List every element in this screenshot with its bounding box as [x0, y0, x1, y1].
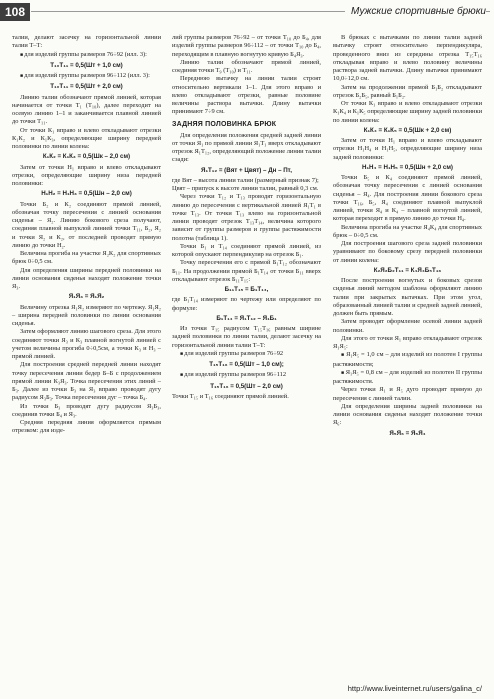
paragraph: Линию талии обозначают прямой линией, соединяя точки Т₉ (Т₁₀) и Т₁₁. — [172, 58, 321, 74]
paragraph: Точки Б₅ и К₄ соединяют прямой линией, обозначая точку пересечения с линией основания сиденья – Я₄. Для построения линии бокового среза точки Т₁₆, Б₅, Я₄ соединяют плавной выпуклой линией, точки Я₄ и К₄ – плавной вогнутой линией, которая переходит в прямую линию до точки Н₄. — [333, 174, 482, 223]
formula: К₁К₂ = К₁К₃ = 0,5(Шк – 2,0 см) — [42, 153, 131, 161]
text-column-right — [333, 34, 482, 440]
source-url[interactable]: http://www.liveinternet.ru/users/galina_c/ — [347, 684, 482, 693]
paragraph: Величина прогиба на участке Я₄К₄ для спортивных брюк – 0÷0,5 см. — [333, 223, 482, 239]
paragraph: Затем оформляют линию шагового среза. Для этого соединяют точки Я₃ и К₃ плавной вогнутой линией с учетом величины прогиба 0÷0,5см, а точки К₃ и Н₃ – прямой линией. — [12, 328, 161, 360]
paragraph: Затем от точки Н₁ вправо и влево откладывают отрезки, определяющие ширину низа передней половинки: — [12, 163, 161, 187]
formula: Н₁Н₄ = Н₁Н₅ = 0,5(Шн + 2,0 см) — [362, 163, 453, 171]
paragraph: От точки К₁ вправо и влево откладывают отрезки К₁К₂ и К₁К₃, определяющие ширину передней половинки по линии колена: — [12, 126, 161, 150]
section-heading: ЗАДНЯЯ ПОЛОВИНКА БРЮК — [172, 120, 277, 128]
paragraph: Через точки Т₁₂ и Т₁₃ проводят горизонтальную линию до пересечения с вертикальной линией Я₁Т₁ в точке Т₁₃. От точки Т₁₃ влево на горизонтальной линии проводят отрезок Т₁₃Т₁₄, величина которого зависит от группы размеров и группы растяжимости полотна (таблица 1). — [172, 193, 321, 242]
formula: Б₁₁Т₁₅ = Б₁Т₁₄, — [224, 286, 269, 293]
paragraph: Величину отрезка Я₁Я₂ измеряют по чертежу. Я₁Я₂ – ширина передней половинки по линии основания сиденья. — [12, 303, 161, 327]
formula: Т₁₀Т₁₁ = 0,5(Шт + 1,0 см) — [50, 61, 123, 69]
paragraph: Затем проводят оформление осевой линии задней половинки. — [333, 318, 482, 334]
paragraph: Для определения ширины задней половинки на линии основания сиденья находят положение точки Я₆: — [333, 402, 482, 427]
paragraph: Точки Б₁ и Т₁₄ соединяют прямой линией, из которой опускают перпендикуляр на отрезок Б₁. — [172, 242, 321, 258]
bullet-item: ■ для изделий группы размеров 96÷112 (илл. 3): — [12, 72, 161, 81]
paragraph: Для этого от точки Я₁ вправо откладывают отрезок Я₁Я₅: — [333, 334, 482, 350]
bullet-item: ■ для изделий группы размеров 96÷112 — [172, 371, 321, 380]
text-column-middle — [172, 34, 321, 401]
bullet-item: ■ Я₁Я₅ = 0,8 см – для изделий из полотен II группы растяжимости. — [333, 369, 482, 387]
bullet-item: ■ для изделий группы размеров 76÷92 — [172, 350, 321, 359]
formula: Я₁Т₁₂ = (Вят + Цвят) – Дн – Пт, — [201, 166, 292, 174]
paragraph: Линию талии обозначают прямой линией, которая начинается от точки Т₁ (Т₁₀), далее переходит на осевую линию 1–1 и заканчивается плавной линией до точки Т₁₁. — [12, 93, 161, 126]
paragraph: где Б₁Т₁₄ измеряют по чертежу или определяют по формуле: — [172, 296, 321, 312]
paragraph: Точки Т₁₅ и Т₁₆ соединяют прямой линией. — [172, 392, 289, 400]
formula: Я₅Я₆ = Я₅Я₄ — [389, 429, 426, 437]
formula: К₂Я₂Б₂Т₁₁ = К₄Я₄Б₅Т₁₆ — [373, 266, 442, 274]
paragraph: В брюках с вытачками по линии талии задней вытачку строят относительно перпендикуляра, проведенного вниз из середины отрезка Т₁₅Т₁₆ откладывая вправо и влево половину величины раствора задней вытачки. Длину вытачки принимают 10,0÷12,0 см. — [333, 34, 482, 83]
paragraph: Для определения ширины передней половинки на линии основания сиденья находят положение точки Я₃. — [12, 266, 161, 290]
paragraph: Точку пересечения его с прямой Б₁Т₁₂ обозначают Б₁₁. На продолжении прямой Б₁Т₁₄ от точки Б₁₁ вверх откладывают отрезок Б₁₁Т₁₅: — [172, 259, 321, 283]
formula: К₁К₄ = К₁К₅ = 0,5(Шк + 2,0 см) — [363, 126, 452, 134]
paragraph: От точки К₁ вправо и влево откладывают отрезки К₁К₄ и К₁К₅ определяющие ширину задней половинки по линии колена: — [333, 100, 482, 124]
paragraph: Затем от точки Н₁ вправо и влево откладывают отрезки Н₁Н₄ и Н₁Н₅, определяющие ширину низа задней половинки: — [333, 137, 482, 161]
bullet-item: ■ Я₁Я₅ = 1,0 см – для изделий из полотен I группы растяжимости; — [333, 351, 482, 369]
page-header — [0, 0, 494, 24]
text-column-left — [12, 34, 161, 436]
paragraph: талии, делают засечку на горизонтальной линии талии Т–Т: — [12, 34, 161, 50]
paragraph: После построения вогнутых и боковых срезов сиденья линий методом шаблона оформляют линию талии при закрытых вытачках. При этом угол, образованный линией талии и средней задней линией, должен быть прямым. — [333, 277, 482, 317]
paragraph: Величина прогиба на участке Я₂К₂ для спортивных брюк 0÷0,5 см. — [12, 250, 161, 266]
paragraph: Для построения средней передней линии находят точку пересечения линии бедер Б–Б с продолжением прямой линии К₃Я₃. Точка пересечения этих линий – Б₃. Далее из точки Б₃ на Я₃ вправо проводят дугу радиусом Я₃Б₃. Точка пересечения дуг – точка Б₄. — [12, 361, 161, 402]
paragraph: где Вят – высота линии талии (размерный признак 7); — [172, 176, 319, 184]
formula: Т₁₀Т₁₁ = 0,5(Шт + 2,0 см) — [50, 83, 123, 91]
bullet-item: ■ для изделий группы размеров 76÷92 (илл. 3): — [12, 51, 161, 60]
paragraph: Для определения положения средней задней линии от точки Я₁ по прямой линии Я₁Т₁ вверх откладывают отрезок Я₁Т₁₂, определяющий положение линии талии сзади: — [172, 131, 321, 164]
formula: Н₁Н₂ = Н₁Н₃ = 0,5(Шн – 2,0 см) — [41, 190, 132, 198]
formula: Я₁Я₃ = Я₁Я₂ — [68, 293, 105, 301]
formula: Т₁₅Т₁₆ = 0,5(Шт – 1,0 см); — [209, 361, 284, 368]
paragraph: Средняя передняя линия оформляется прямым отрезком: для изде- — [12, 419, 161, 435]
paragraph: лий группы размеров 76÷92 – от точки Т₁₀ до Б₄, для изделий группы размеров 96÷112 – от точки Т₁₀ до Б₄, переходящим в плавную вогнутую кривую Б₄Я₃. — [172, 34, 321, 58]
paragraph: Переднюю вытачку на линии талии строят относительно вертикали 1–1. Для этого вправо и влево откладывают отрезки, равные половине величины раствора вытачки. Длину вытачки принимают 7÷9 см. — [172, 75, 321, 116]
page-number: 108 — [0, 3, 30, 21]
formula: Б₁Т₁₄ = Я₁Т₁₂ – Я₁Б₁ — [216, 314, 277, 322]
formula: Т₁₅Т₁₆ = 0,5(Шт – 2,0 см) — [210, 382, 283, 390]
paragraph: Через точки Я₁ и Я₅ дуго проводят прямую до пересечения с линией талии. — [333, 386, 482, 402]
paragraph: Затем на продолжении прямой Б₁Б₂ откладывают отрезок Б₂Б₅, равный Б₁Б₂. — [333, 83, 482, 99]
running-title: Мужские спортивные брюки — [345, 3, 486, 21]
paragraph: Точки Б₂ и К₂ соединяют прямой линией, обозначая точку пересечения с линией основания сиденья – Я₂. Линию бокового среза получают, соединяя плавной выпуклой линией точки Т₁₁, Б₂, Я₂ и точки Я₂ и К₂, от последней проводят прямую линию до точки Н₂. — [12, 200, 161, 249]
paragraph: Цвят – припуск к высоте линии талии, равный 0,3 см. — [172, 185, 319, 192]
paragraph: Из точки Т₁₅ радиусом Т₁₅Т₁₆ равным ширине задней половинки по линии талии, делают засечку на горизонтальной линии талии Т–Т: — [172, 325, 321, 349]
paragraph: Из точки Б₃ проводят дугу радиусом Я₃Б₃, соединив точки Б₄ и Я₃. — [12, 402, 161, 418]
paragraph: Для построения шагового среза задней половинки уравнивают по боковому срезу передней половинки от линии колена: — [333, 240, 482, 264]
